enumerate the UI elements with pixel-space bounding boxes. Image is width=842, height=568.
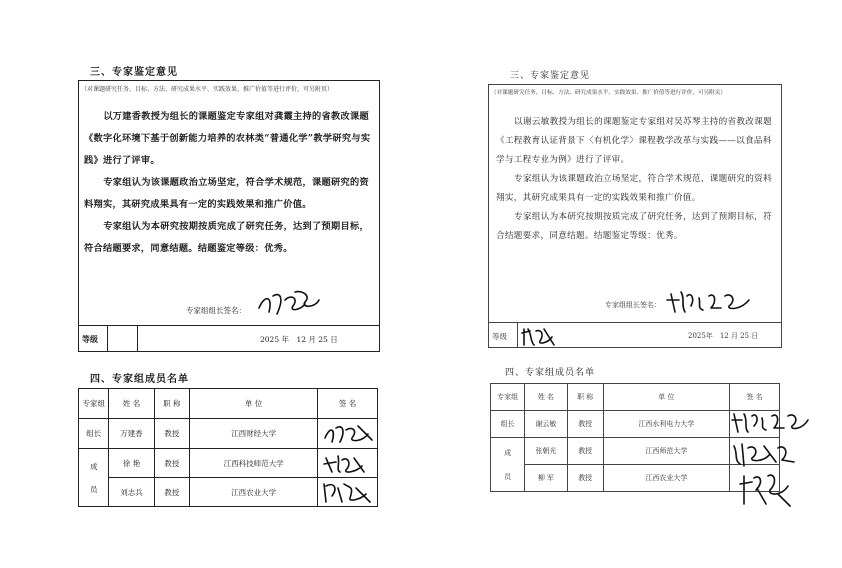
right-header-name: 姓 名 [525,384,567,411]
right-leader-signature [665,288,757,316]
left-group-member-label [79,449,109,507]
right-paragraph-1: 以谢云敏教授为组长的课题鉴定专家组对吴苏琴主持的省教改课题《工程教育认证背景下〈有机化学〉课程教学改革与实践——以食品科学与工程专业为例》进行了评审。 [496,117,772,165]
left-note: （对课题研究任务、目标、方法、研究成果水平、实践效果、推广价值等进行评价，可另附页） [81,86,334,93]
left-grade-divider-v2 [137,325,138,351]
left-member-label-1: 成 [89,461,98,471]
right-grade-divider-v1 [517,322,518,347]
right-grade-handwriting [520,325,560,347]
right-section4-title: 四、专家组成员名单 [505,368,596,378]
left-leader-signature [255,286,325,320]
left-paragraph-1: 以万建香教授为组长的课题鉴定专家组对龚霞主持的省教改课题《数字化环境下基于创新能力培养的农林类“普通化学”教学研究与实践》进行了评审。 [84,111,371,166]
left-paragraph-2: 专家组认为该课题政治立场坚定，符合学术规范，课题研究的资料翔实，其研究成果具有一定的实践效果和推广价值。 [84,177,369,210]
left-header-name: 姓 名 [109,389,154,419]
left-row3-signature [320,478,376,506]
left-section3-title: 三、专家鉴定意见 [90,67,178,78]
right-header-group: 专家组 [491,384,525,411]
right-paragraph-2: 专家组认为该课题政治立场坚定，符合学术规范，课题研究的资料翔实，其研究成果具有一定的实践效果和推广价值。 [496,174,772,203]
left-row3-title: 教授 [154,478,189,507]
right-group-leader-label: 组长 [491,411,525,438]
left-row1-signature [322,420,376,448]
right-row2-title: 教授 [567,438,603,465]
right-row1-signature [730,410,810,438]
right-note: （对课题研究任务、目标、方法、研究成果水平、实践效果、推广价值等进行评价，可另附页） [491,90,726,96]
right-row2-name: 张朝光 [525,438,567,465]
left-grade-divider [78,325,379,326]
right-sign-label: 专家组组长签名： [605,301,661,309]
left-row3-name: 刘志兵 [109,478,154,507]
right-paragraph-3: 专家组认为本研究按期按质完成了研究任务，达到了预期目标，符合结题要求，同意结题。结题鉴定等级：优秀。 [496,212,772,241]
right-date: 2025年 12 月 25 日 [688,332,759,340]
left-header-group: 专家组 [79,389,109,419]
right-group-member-label [491,438,525,492]
left-header-unit: 单 位 [189,389,317,419]
right-member-label-1: 成 [504,448,512,457]
right-row3-title: 教授 [567,465,603,492]
right-row3-unit: 江西农业大学 [603,465,729,492]
right-row3-name: 柳 军 [525,465,567,492]
right-row1-title: 教授 [567,411,603,438]
left-row2-name: 徐 艳 [109,449,154,478]
left-group-leader-label: 组长 [79,419,109,449]
left-member-label-2: 员 [89,484,98,494]
right-grade-divider [488,322,781,323]
right-section3-title: 三、专家鉴定意见 [510,71,591,81]
right-row3-signature [738,470,798,510]
right-member-label-2: 员 [504,472,512,481]
left-row1-name: 万建香 [109,419,154,449]
left-date: 2025 年 12 月 25 日 [260,335,338,344]
left-opinion-text [84,106,374,260]
right-header-unit: 单 位 [603,384,729,411]
left-row2-signature [322,450,376,476]
right-row1-name: 谢云敏 [525,411,567,438]
left-row2-title: 教授 [154,449,189,478]
left-header-signature: 签 名 [318,389,378,419]
left-row1-unit: 江西财经大学 [189,419,317,449]
left-header-title: 职 称 [154,389,189,419]
right-row2-unit: 江西师范大学 [603,438,729,465]
left-row2-unit: 江西科技师范大学 [189,449,317,478]
right-row1-unit: 江西水利电力大学 [603,411,729,438]
right-header-title: 职 称 [567,384,603,411]
left-row1-title: 教授 [154,419,189,449]
left-paragraph-3: 专家组认为本研究按期按质完成了研究任务，达到了预期目标，符合结题要求，同意结题。结题鉴定等级：优秀。 [84,221,369,254]
left-row3-unit: 江西农业大学 [189,478,317,507]
left-section4-title: 四、专家组成员名单 [90,374,189,385]
left-grade-divider-v1 [107,325,108,351]
right-opinion-text [496,113,774,246]
right-grade-label: 等级 [492,332,507,341]
left-sign-label: 专家组组长签名： [186,306,246,315]
left-grade-label: 等级 [82,334,98,344]
right-row2-signature [730,440,800,470]
right-header-signature: 签 名 [729,384,779,411]
